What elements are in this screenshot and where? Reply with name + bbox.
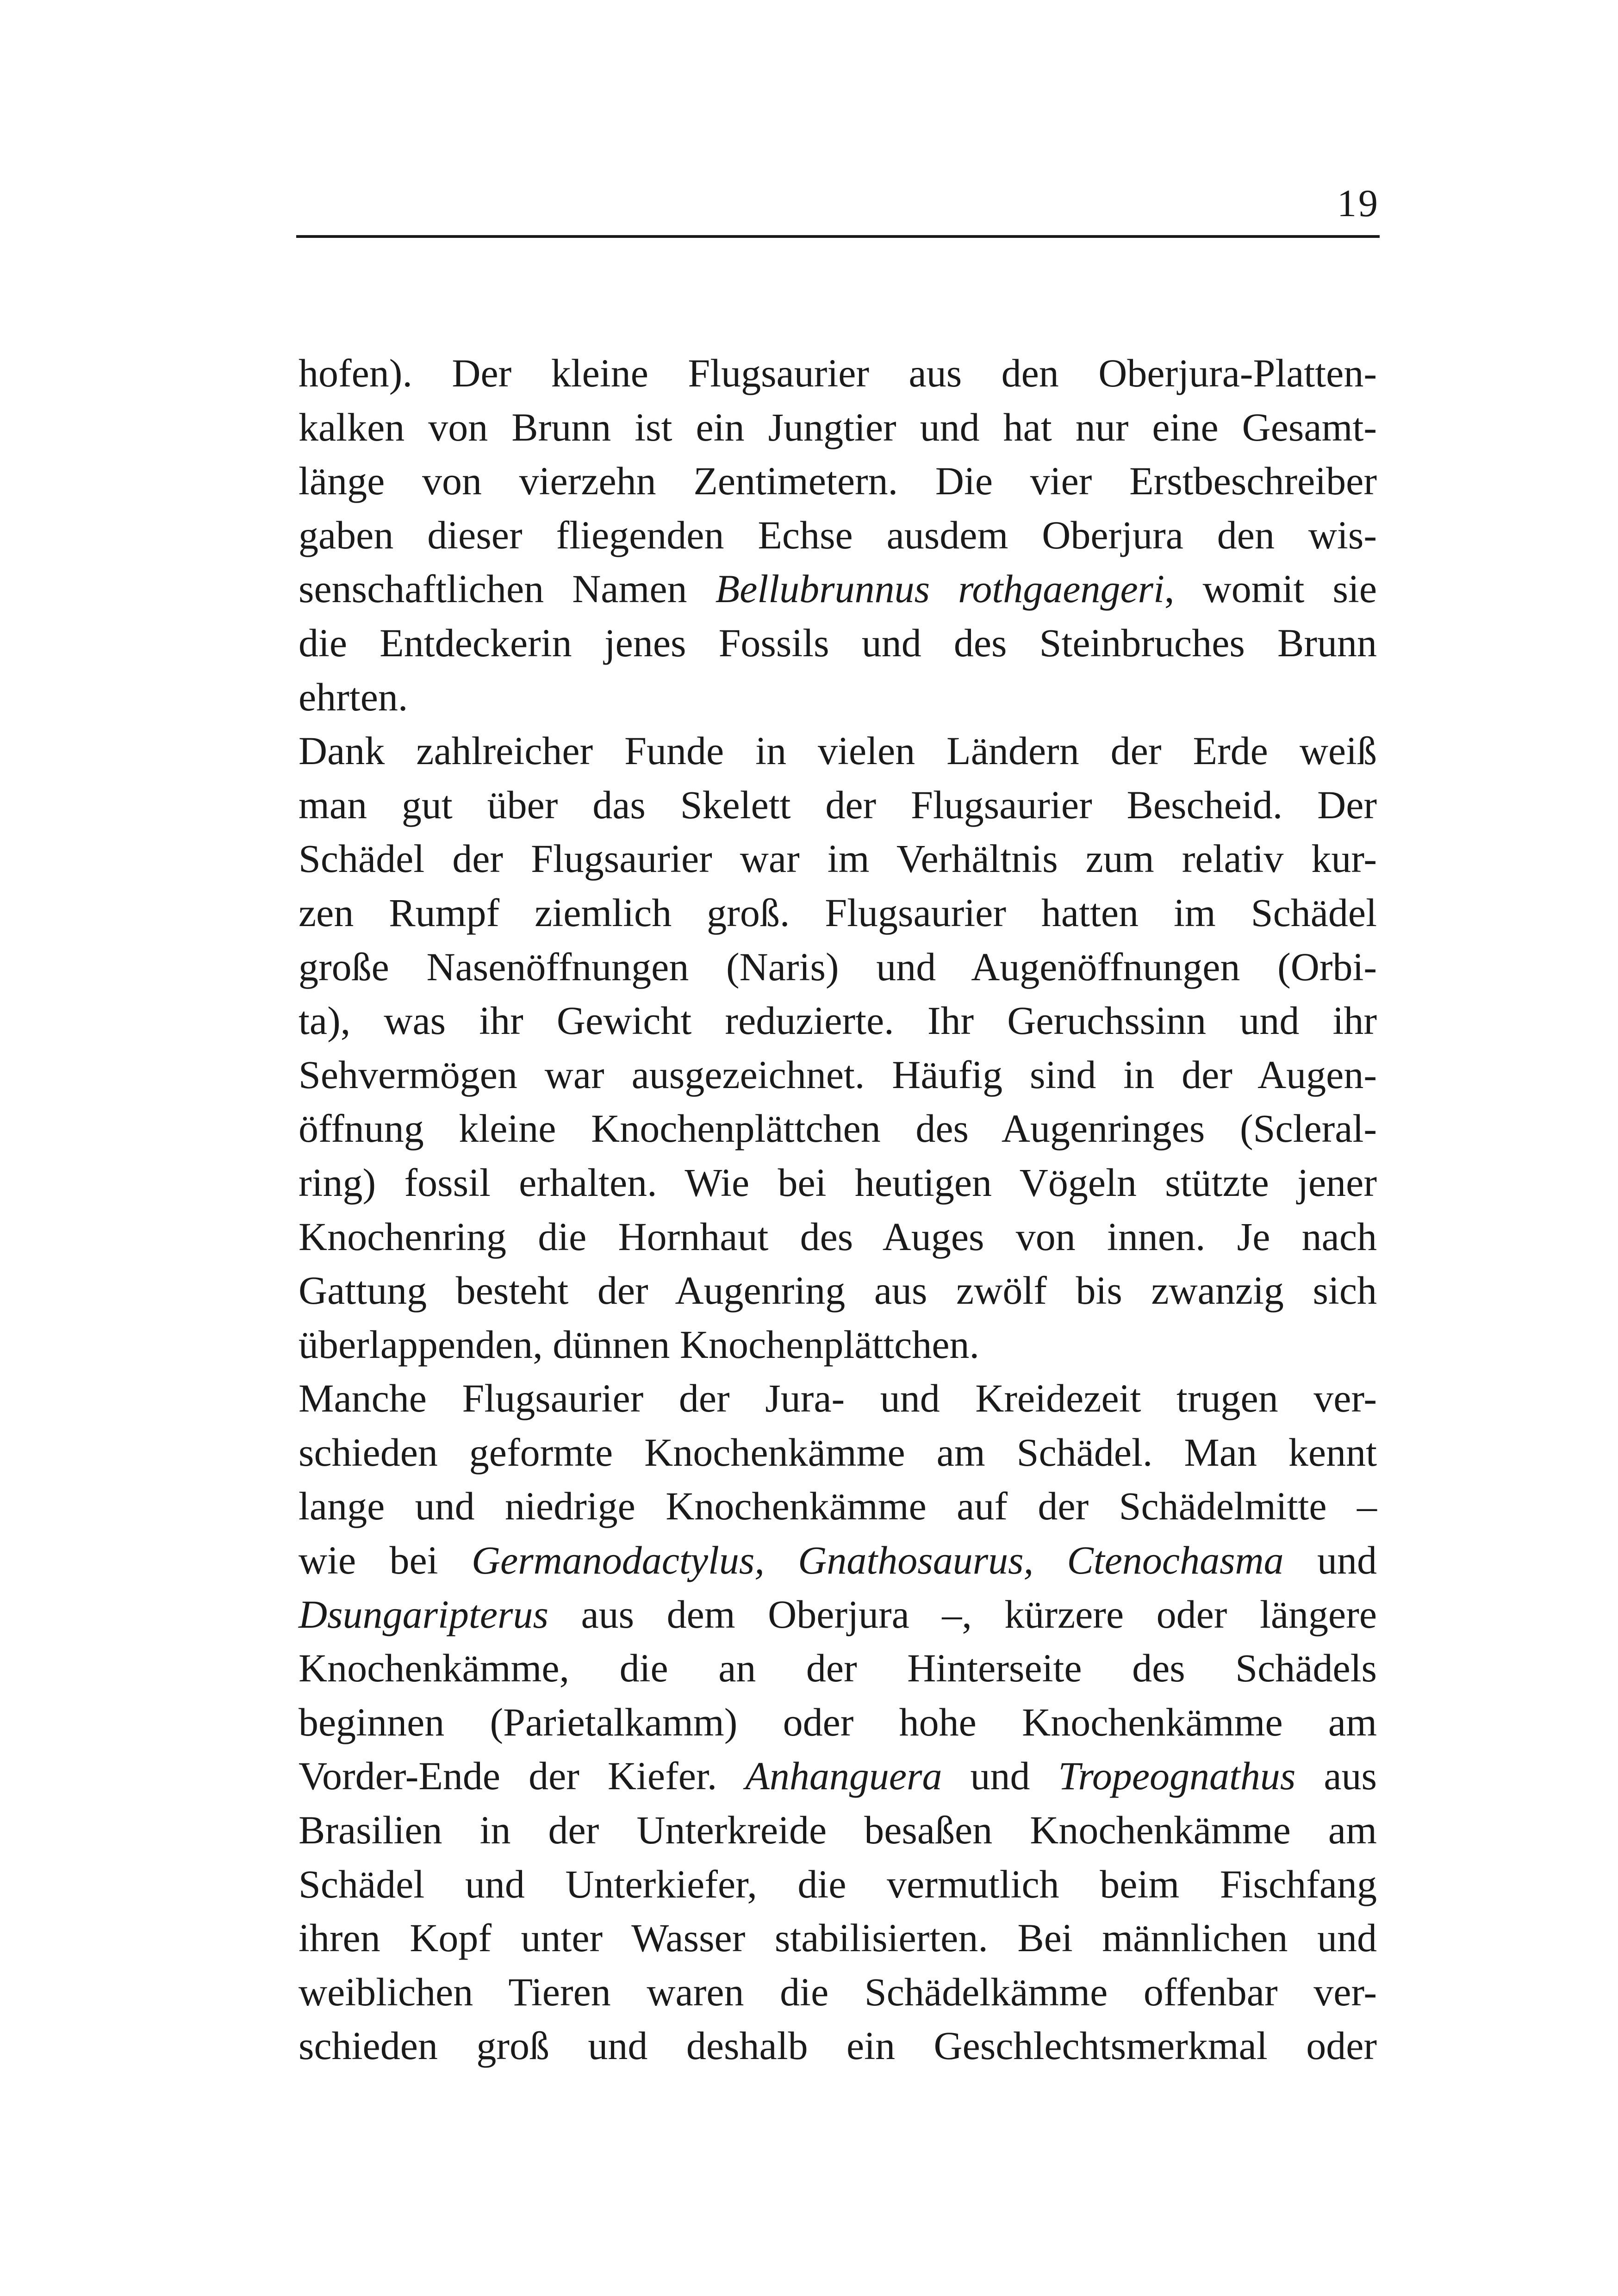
italic-taxon-name: Bellubrunnus rothgaengeri [715,566,1165,611]
text-run: Sehvermögen war ausgezeichnet. Häufig sind in der Augen- [299,1052,1377,1097]
text-run: aus [1295,1754,1377,1798]
text-line [299,1911,1377,1965]
text-run: und [942,1754,1058,1798]
text-line [299,1803,1377,1857]
text-line [299,1210,1377,1264]
text-run: länge von vierzehn Zentimetern. Die vier Erstbeschreiber [299,459,1377,504]
text-line [299,2019,1377,2073]
text-run: ehrten. [299,674,408,719]
body-text [299,346,1377,2073]
text-run: kalken von Brunn ist ein Jungtier und hat nur eine Gesamt- [299,404,1377,449]
text-run: überlappenden, dünnen Knochenplättchen. [299,1322,980,1367]
text-line [299,1533,1377,1587]
text-line [299,616,1377,670]
text-line [299,1318,1377,1372]
text-run: , womit sie [1164,566,1377,611]
text-line [299,1479,1377,1533]
text-run: und [1283,1538,1377,1583]
text-run: Manche Flugsaurier der Jura- und Kreidezeit trugen ver- [299,1376,1377,1421]
text-line [299,1587,1377,1642]
text-line [299,724,1377,778]
text-run: Brasilien in der Unterkreide besaßen Knochenkämme am [299,1808,1377,1853]
text-run: schieden groß und deshalb ein Geschlechtsmerkmal oder [299,2023,1377,2068]
text-run: gaben dieser fliegenden Echse ausdem Oberjura den wis- [299,512,1377,557]
text-run: hofen). Der kleine Flugsaurier aus den Oberjura-Platten- [299,351,1377,395]
text-run: die Entdeckerin jenes Fossils und des Steinbruches Brunn [299,620,1377,665]
text-line [299,1425,1377,1480]
text-run: große Nasenöffnungen (Naris) und Augenöffnungen (Orbi- [299,944,1377,989]
text-line [299,508,1377,562]
italic-taxon-name: Anhanguera [745,1754,942,1798]
text-run: weiblichen Tieren waren die Schädelkämme offenbar ver- [299,1969,1377,2014]
italic-taxon-name: Tropeognathus [1058,1754,1296,1798]
italic-taxon-name: Dsungaripterus [299,1592,548,1636]
text-line [299,1965,1377,2019]
text-line [299,346,1377,400]
text-run: öffnung kleine Knochenplättchen des Augenringes (Scleral- [299,1106,1377,1151]
text-run: aus dem Oberjura –, kürzere oder längere [548,1592,1377,1636]
text-run: ring) fossil erhalten. Wie bei heutigen Vögeln stützte jener [299,1160,1377,1205]
text-line [299,886,1377,940]
text-line [299,1101,1377,1156]
text-line [299,1695,1377,1749]
header-rule [296,235,1380,238]
text-run: Schädel der Flugsaurier war im Verhältnis zum relativ kur- [299,836,1377,881]
text-run: wie bei [299,1538,472,1583]
text-run: Vorder-Ende der Kiefer. [299,1754,746,1798]
text-line [299,400,1377,454]
text-line [299,1641,1377,1695]
text-run: zen Rumpf ziemlich groß. Flugsaurier hatten im Schädel [299,890,1377,935]
text-line [299,1263,1377,1318]
text-run: lange und niedrige Knochenkämme auf der Schädelmitte – [299,1484,1377,1529]
text-run: Gattung besteht der Augenring aus zwölf bis zwanzig sich [299,1268,1377,1313]
text-line [299,454,1377,508]
page-number: 19 [1337,182,1380,225]
italic-taxon-name: Germanodactylus, Gnathosaurus, Ctenochasma [471,1538,1284,1583]
text-line [299,1048,1377,1102]
text-run: man gut über das Skelett der Flugsaurier Bescheid. Der [299,782,1377,827]
text-run: Knochenkämme, die an der Hinterseite des Schädels [299,1646,1377,1691]
text-run: schieden geformte Knochenkämme am Schädel. Man kennt [299,1430,1377,1475]
text-run: Dank zahlreicher Funde in vielen Ländern der Erde weiß [299,728,1377,773]
text-line [299,1371,1377,1425]
text-line [299,1749,1377,1803]
text-line [299,994,1377,1048]
text-line [299,1857,1377,1911]
text-line [299,562,1377,616]
text-line [299,778,1377,832]
text-run: Knochenring die Hornhaut des Auges von innen. Je nach [299,1214,1377,1259]
text-run: ta), was ihr Gewicht reduzierte. Ihr Geruchssinn und ihr [299,998,1377,1043]
text-line [299,940,1377,994]
text-run: Schädel und Unterkiefer, die vermutlich beim Fischfang [299,1861,1377,1906]
text-run: beginnen (Parietalkamm) oder hohe Knochenkämme am [299,1699,1377,1744]
text-line [299,832,1377,886]
text-run: senschaftlichen Namen [299,566,716,611]
text-line [299,1156,1377,1210]
text-line [299,670,1377,724]
text-run: ihren Kopf unter Wasser stabilisierten. Bei männlichen und [299,1916,1377,1960]
